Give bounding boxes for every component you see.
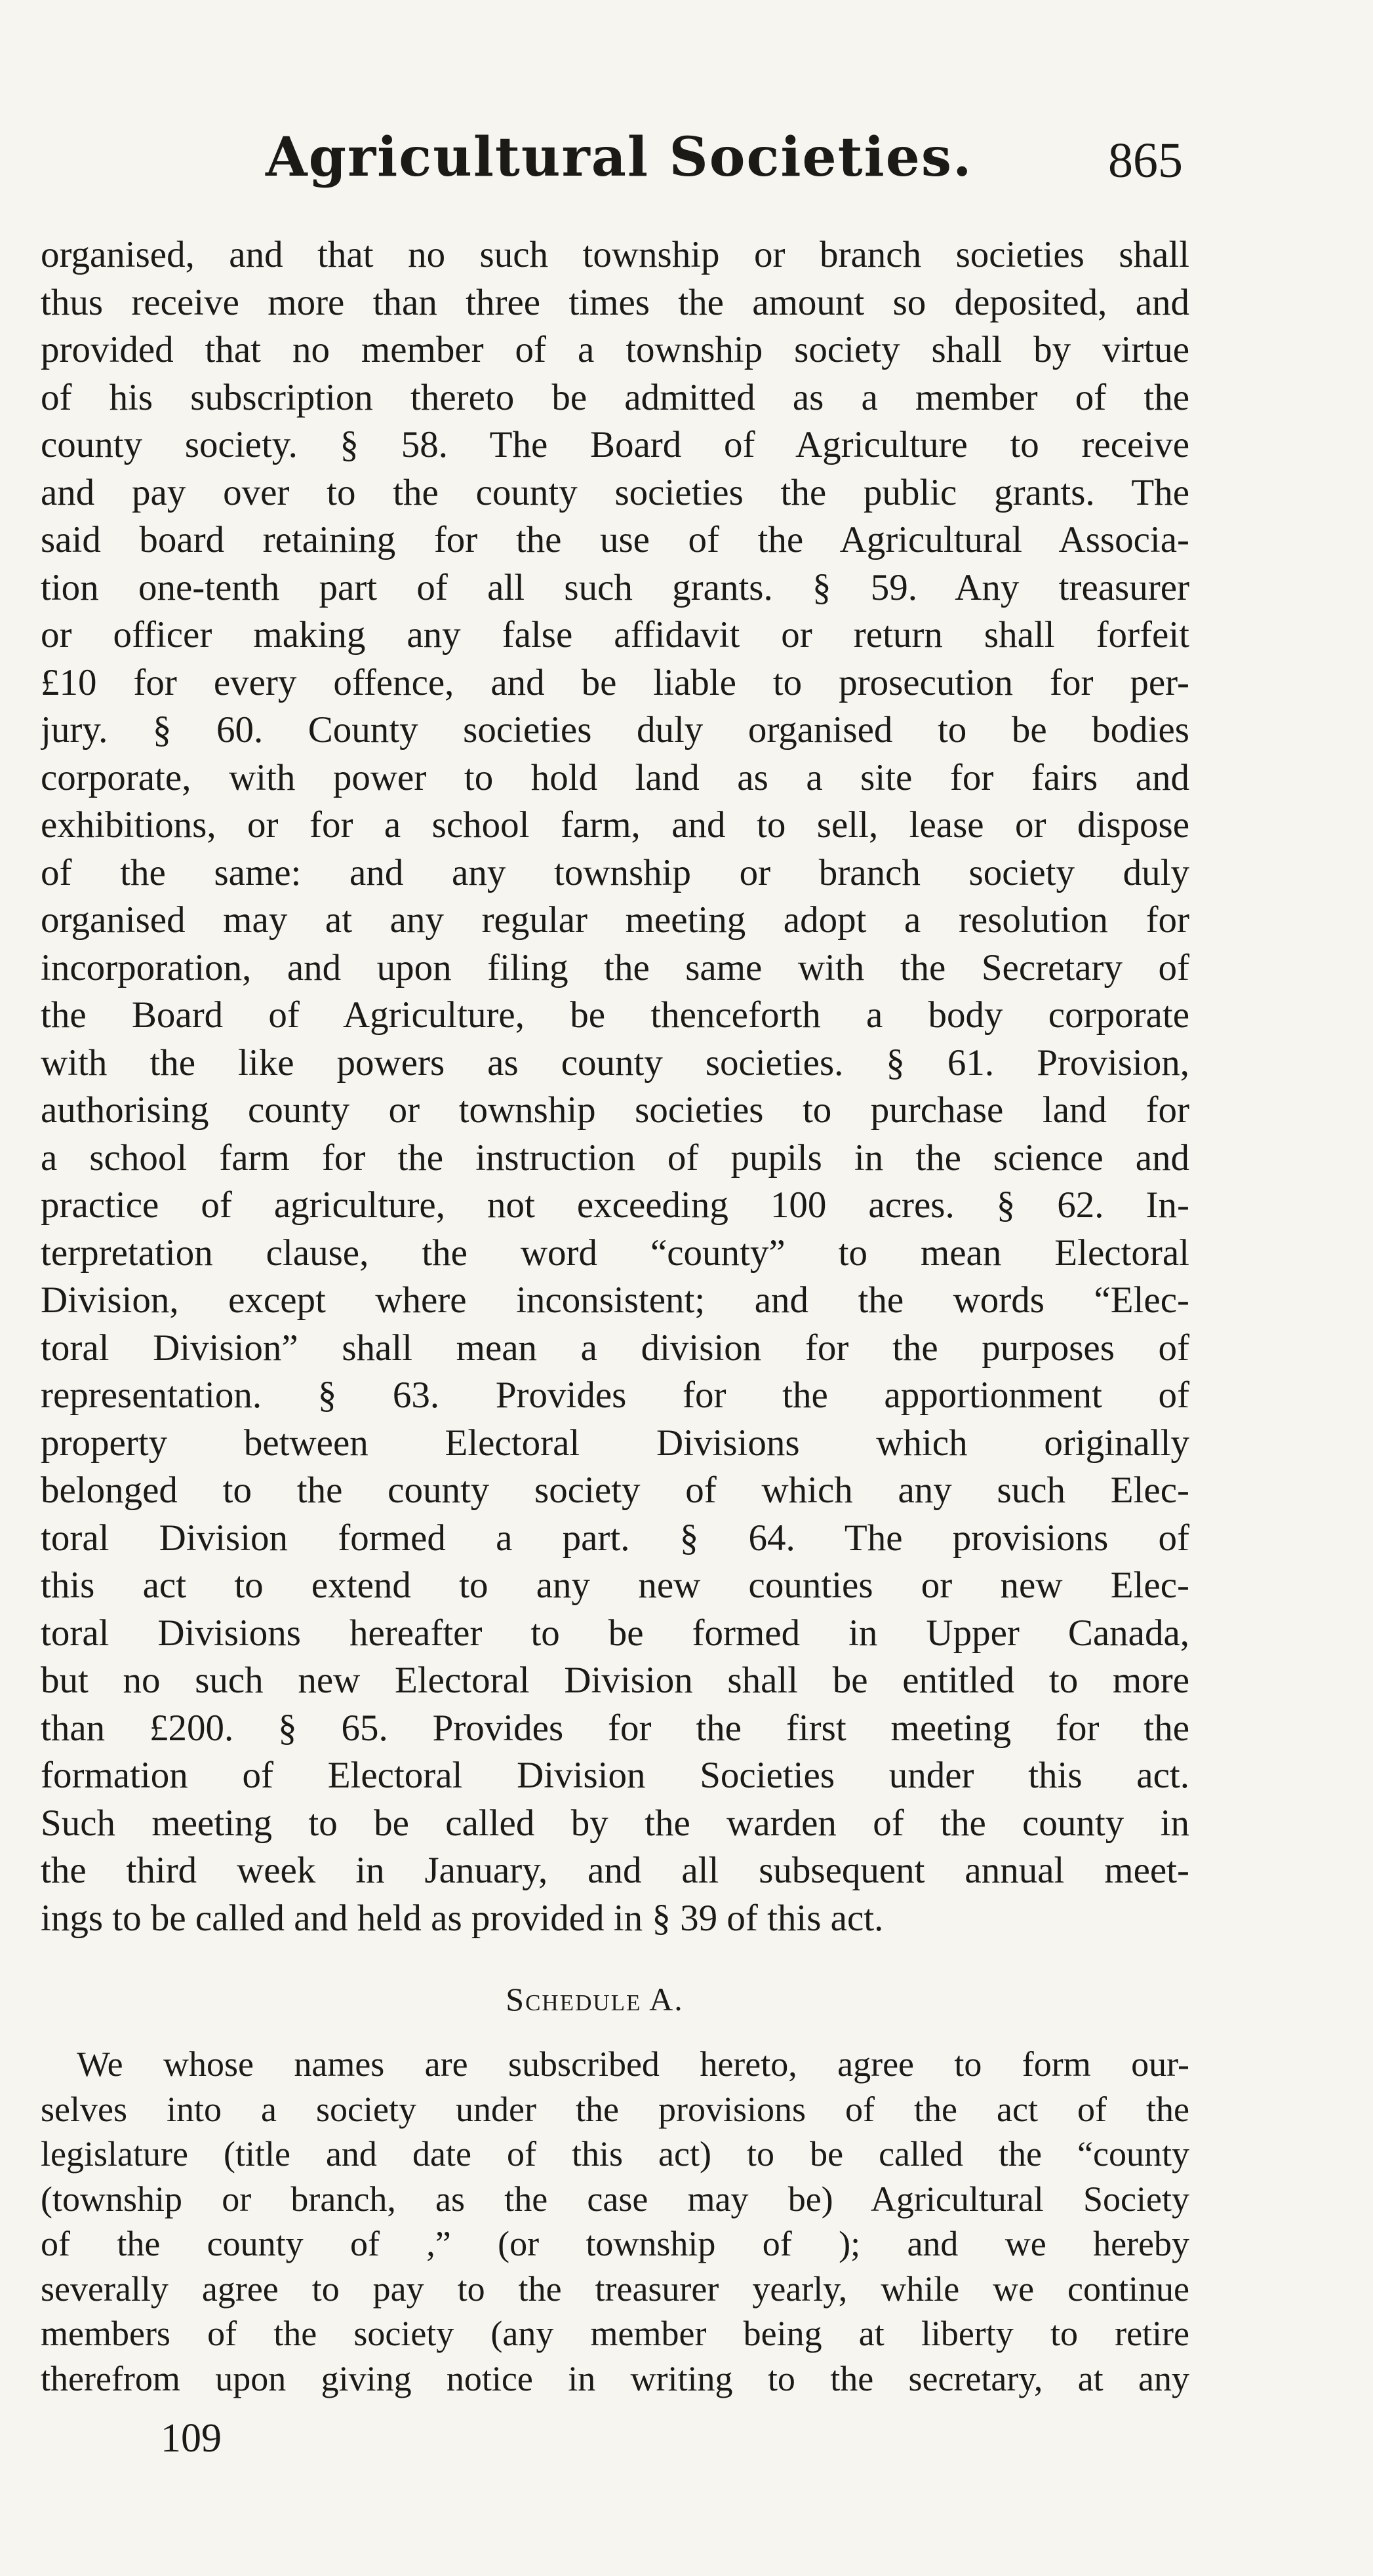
text-line: a school farm for the instruction of pupils in the science and <box>41 1137 1189 1179</box>
text-line: the Board of Agriculture, be thenceforth a body corporate <box>41 994 1189 1036</box>
text-line: than £200. § 65. Provides for the first meeting for the <box>41 1707 1189 1749</box>
text-line: provided that no member of a township society shall by virtue <box>41 329 1189 370</box>
schedule-paragraph <box>41 2042 1189 2401</box>
text-line: but no such new Electoral Division shall be entitled to more <box>41 1660 1189 1701</box>
text-line: members of the society (any member being at liberty to retire <box>41 2314 1189 2353</box>
text-line: this act to extend to any new counties or new Elec- <box>41 1565 1189 1606</box>
text-line: the third week in January, and all subsequent annual meet- <box>41 1850 1189 1891</box>
text-line: and pay over to the county societies the public grants. The <box>41 471 1189 513</box>
text-line: with the like powers as county societies. § 61. Provision, <box>41 1042 1189 1083</box>
text-line: toral Division formed a part. § 64. The provisions of <box>41 1517 1189 1559</box>
text-line: Such meeting to be called by the warden of the county in <box>41 1802 1189 1844</box>
text-line: exhibitions, or for a school farm, and to sell, lease or dispose <box>41 804 1189 846</box>
text-line: of the county of ,” (or township of ); and we hereby <box>41 2224 1189 2263</box>
text-line: property between Electoral Divisions which originally <box>41 1422 1189 1464</box>
text-line: toral Division” shall mean a division for the purposes of <box>41 1327 1189 1369</box>
text-line: of the same: and any township or branch society duly <box>41 851 1189 893</box>
text-line: (township or branch, as the case may be) Agricultural Society <box>41 2179 1189 2219</box>
text-line: legislature (title and date of this act) to be called the “county <box>41 2134 1189 2174</box>
text-line: Division, except where inconsistent; and the words “Elec- <box>41 1279 1189 1321</box>
text-line: therefrom upon giving notice in writing to the secretary, at any <box>41 2358 1189 2398</box>
text-line: terpretation clause, the word “county” to mean Electoral <box>41 1232 1189 1274</box>
text-line: organised may at any regular meeting adopt a resolution for <box>41 899 1189 941</box>
signature-mark: 109 <box>161 2416 222 2461</box>
text-line: or officer making any false affidavit or return shall forfeit <box>41 614 1189 655</box>
text-line: jury. § 60. County societies duly organised to be bodies <box>41 709 1189 751</box>
text-line: authorising county or township societies to purchase land for <box>41 1089 1189 1131</box>
text-line: corporate, with power to hold land as a site for fairs and <box>41 756 1189 798</box>
text-line: said board retaining for the use of the Agricultural Associa- <box>41 519 1189 560</box>
text-line: representation. § 63. Provides for the apportionment of <box>41 1375 1189 1416</box>
text-line: toral Divisions hereafter to be formed in Upper Canada, <box>41 1612 1189 1654</box>
body-paragraph <box>41 231 1189 1942</box>
text-line: organised, and that no such township or branch societies shall <box>41 234 1189 275</box>
text-line: practice of agriculture, not exceeding 100 acres. § 62. In- <box>41 1184 1189 1226</box>
text-line: £10 for every offence, and be liable to prosecution for per- <box>41 661 1189 703</box>
text-line: formation of Electoral Division Societies under this act. <box>41 1755 1189 1796</box>
running-head-title: Agricultural Societies. <box>266 126 973 189</box>
text-line: incorporation, and upon filing the same with the Secretary of <box>41 946 1189 988</box>
page-number: 865 <box>1108 133 1183 188</box>
text-line: county society. § 58. The Board of Agriculture to receive <box>41 424 1189 465</box>
schedule-heading: Schedule A. <box>506 1981 684 2018</box>
text-line: ings to be called and held as provided in § 39 of this act. <box>41 1897 884 1939</box>
text-line: We whose names are subscribed hereto, agree to form our- <box>77 2044 1189 2084</box>
text-line: belonged to the county society of which any such Elec- <box>41 1470 1189 1511</box>
text-line: selves into a society under the provisions of the act of the <box>41 2089 1189 2129</box>
text-line: tion one-tenth part of all such grants. § 59. Any treasurer <box>41 566 1189 608</box>
text-line: of his subscription thereto be admitted as a member of the <box>41 376 1189 418</box>
text-line: severally agree to pay to the treasurer yearly, while we continue <box>41 2269 1189 2309</box>
text-line: thus receive more than three times the amount so deposited, and <box>41 281 1189 323</box>
